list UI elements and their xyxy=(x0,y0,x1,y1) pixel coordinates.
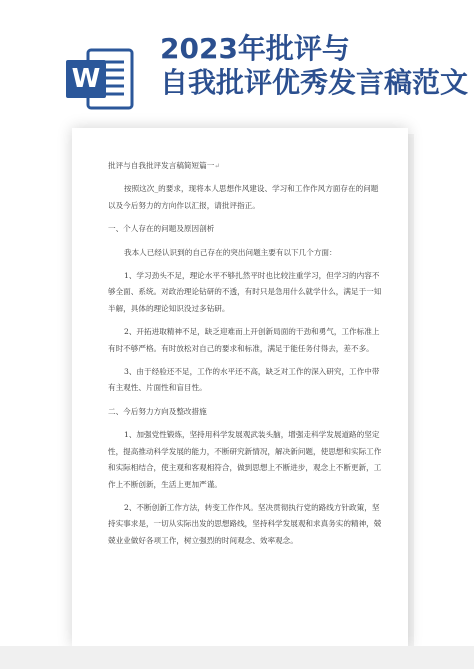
document-heading: 批评与自我批评发言稿简短篇一↵ xyxy=(108,161,221,170)
footer-band xyxy=(0,646,474,669)
paragraph: 2、开拓进取精神不足，缺乏迎难而上开创新局面的干劲和勇气，工作标准上有时不够严格。有时放松对自己的要求和标准，满足于能任务付得去，差不多。 xyxy=(108,327,380,353)
paragraph: 我本人已经认识到的自己存在的突出问题主要有以下几个方面： xyxy=(124,247,337,257)
page-title xyxy=(160,32,474,100)
word-logo-icon xyxy=(66,46,134,112)
title-line-2: 自我批评优秀发言稿范文 xyxy=(160,66,469,99)
paragraph: 1、加强党性锻炼，坚持用科学发展观武装头脑，增强走科学发展道路的坚定性，提高推动科学发展的能力，不断研究新情况，解决新问题，使思想和实际工作和实际相结合，使主观和客观相符合，做到思想上不断进步，观念上不断更新，工作上不断创新，生活上更加严谨。 xyxy=(108,430,382,489)
paragraph: 按照这次_的要求，现将本人思想作风建设、学习和工作作风方面存在的问题以及今后努力的方向作以汇报，请批评指正。 xyxy=(108,184,379,210)
paragraph: 1、学习劲头不足，理论水平不够扎然平时也比较注重学习，但学习的内容不够全面、系统。对政治理论钻研的不透，有时只是急用什么就学什么，满足于一知半解，具体的理论知识没过多钻研。 xyxy=(108,271,382,313)
header-banner xyxy=(0,0,474,128)
word-logo-letter: W xyxy=(71,64,101,94)
title-line-1: 2023年批评与 xyxy=(160,32,350,65)
section-heading: 一、个人存在的问题及原因剖析 xyxy=(108,224,215,234)
paragraph: 3、由于经验还不足，工作的水平还不高，缺乏对工作的深入研究，工作中带有主观性、片面性和盲目性。 xyxy=(108,367,380,393)
document-body xyxy=(108,158,384,549)
section-heading: 二、今后努力方向及整改措施 xyxy=(108,406,207,416)
paragraph: 2、不断创新工作方法，转变工作作风。坚决贯彻执行党的路线方针政策，坚持实事求是，一切从实际出发的思想路线，坚持科学发展观和求真务实的精神，兢兢业业做好各项工作，树立强烈的时间观念、效率观念。 xyxy=(108,502,382,545)
